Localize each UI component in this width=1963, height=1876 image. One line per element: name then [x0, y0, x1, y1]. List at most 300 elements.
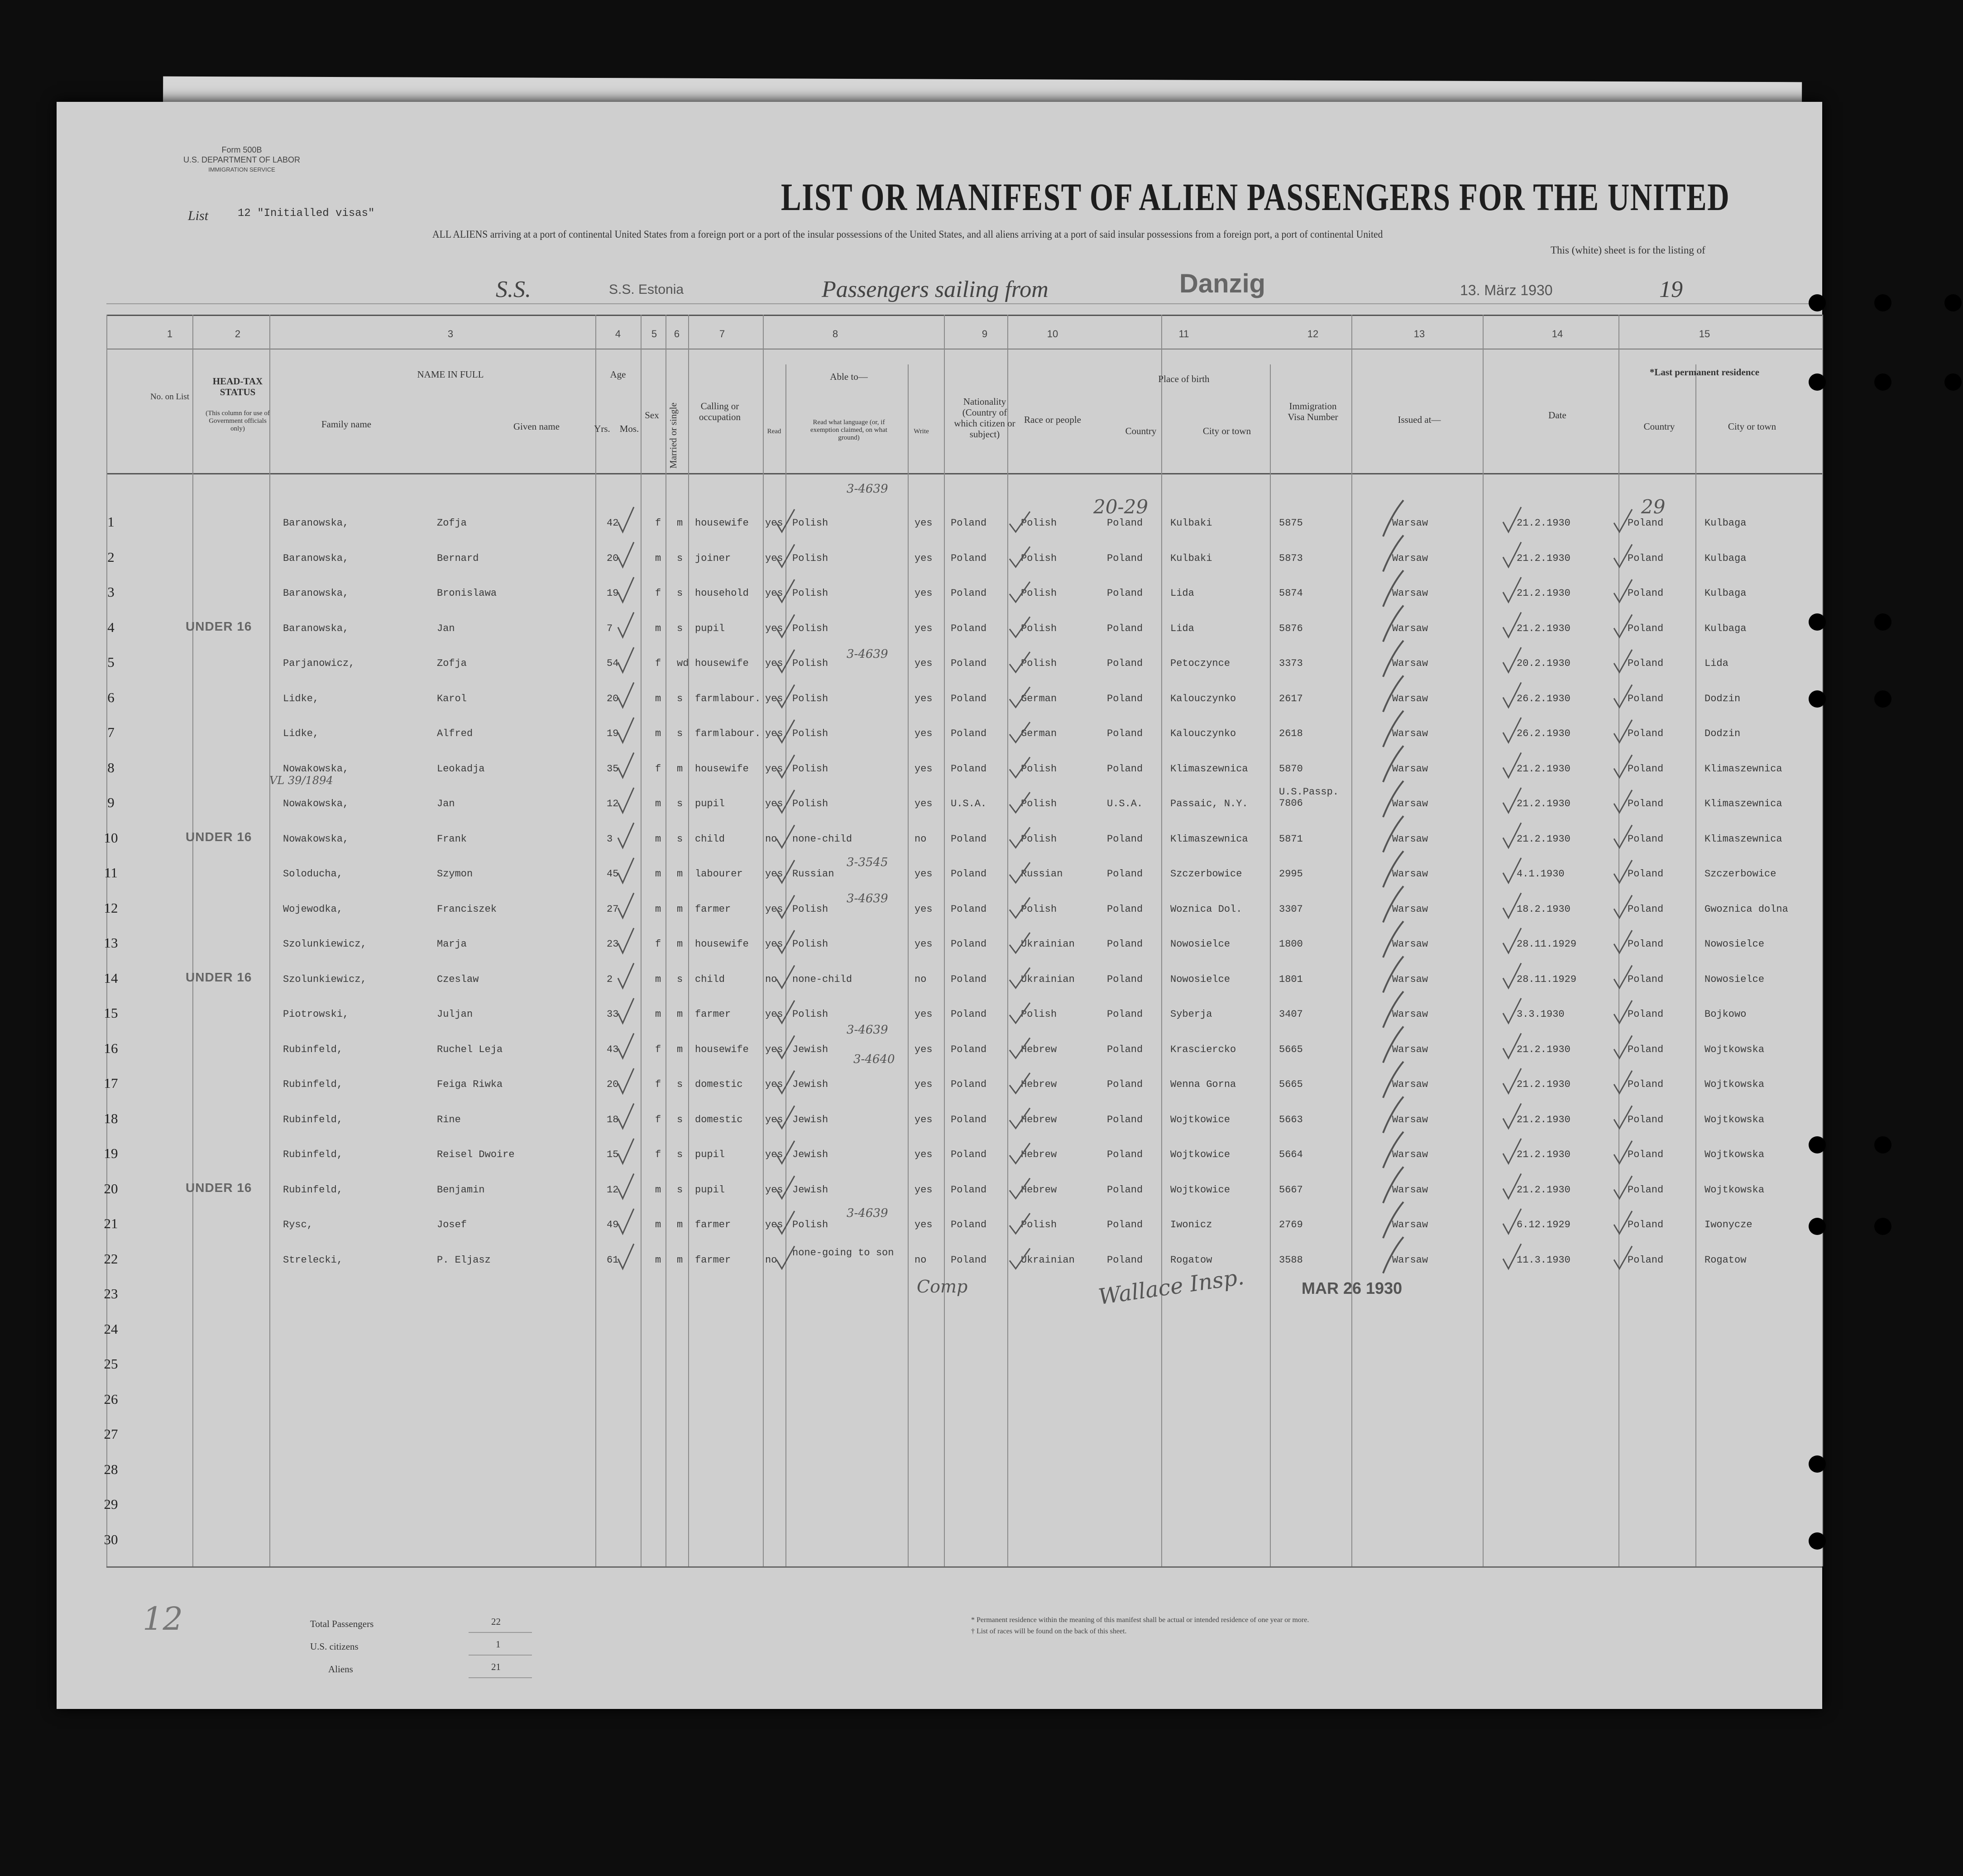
visa-number: 3588 [1279, 1254, 1303, 1266]
birth-city: Krasciercko [1170, 1043, 1236, 1055]
race: Polish [1021, 1219, 1057, 1230]
visa-date: 21.2.1930 [1517, 763, 1570, 775]
row-number: 29 [104, 1496, 118, 1512]
column-number: 4 [615, 328, 621, 340]
visa-number: 5665 [1279, 1043, 1303, 1055]
issued-at: Warsaw [1392, 763, 1428, 775]
column-rule [1618, 315, 1619, 1566]
can-write: yes [914, 622, 933, 634]
column-number: 9 [982, 328, 988, 340]
row-number: 23 [104, 1286, 118, 1302]
header-given-name: Given name [513, 421, 560, 432]
column-rule [1007, 315, 1008, 1566]
row-number: 24 [104, 1321, 118, 1337]
birth-country: Poland [1107, 517, 1143, 529]
column-number: 2 [235, 328, 241, 340]
occupation: domestic [695, 1079, 743, 1090]
row-number: 2 [107, 549, 115, 565]
column-number: 10 [1047, 328, 1058, 340]
age-check-mark [618, 507, 634, 532]
family-name: Rubinfeld, [283, 1079, 343, 1090]
nationality: Poland [951, 1009, 987, 1020]
visa-number: 1800 [1279, 938, 1303, 950]
residence-country: Poland [1628, 1219, 1664, 1230]
occupation: farmer [695, 903, 731, 915]
read-language: Jewish [792, 1149, 828, 1160]
can-write: yes [914, 1114, 933, 1125]
can-write: yes [914, 728, 933, 739]
can-read: yes [765, 1009, 783, 1020]
age-years: 23 [607, 938, 619, 950]
read-language: Polish [792, 903, 828, 915]
family-name: Rubinfeld, [283, 1184, 343, 1196]
birth-country: Poland [1107, 658, 1143, 669]
read-language: Polish [792, 552, 828, 564]
row-number: 14 [104, 970, 118, 986]
family-name: Baranowska, [283, 517, 349, 529]
visa-number: 3373 [1279, 658, 1303, 669]
passengers-sailing-label: Passengers sailing from [822, 277, 1049, 302]
visa-number: 5875 [1279, 517, 1303, 529]
sex: m [655, 903, 661, 915]
residence-city: Dodzin [1704, 693, 1741, 704]
given-name: Zofja [437, 658, 467, 669]
visa-number: U.S.Passp. 7806 [1279, 786, 1339, 809]
binder-hole [1809, 613, 1826, 631]
row-number: 11 [104, 865, 118, 881]
binder-hole [1874, 690, 1891, 708]
can-read: yes [765, 728, 783, 739]
visa-number: 5664 [1279, 1149, 1303, 1160]
race: Polish [1021, 903, 1057, 915]
age-years: 19 [607, 728, 619, 739]
row-number: 7 [107, 724, 115, 740]
age-check-mark [618, 718, 634, 742]
can-write: yes [914, 1009, 933, 1020]
can-read: yes [765, 693, 783, 704]
column-rule [1822, 315, 1823, 1566]
marital-status: m [677, 1254, 683, 1266]
family-name: Rubinfeld, [283, 1114, 343, 1125]
residence-country: Poland [1628, 1254, 1664, 1266]
row-number: 9 [107, 794, 115, 810]
race: Hebrew [1021, 1149, 1057, 1160]
residence-city: Kulbaga [1704, 517, 1747, 529]
given-name: Jan [437, 622, 455, 634]
given-name: Jan [437, 798, 455, 809]
list-label: List [188, 208, 209, 223]
binder-hole [1874, 373, 1891, 391]
family-name: Parjanowicz, [283, 658, 355, 669]
birth-city: Klimaszewnica [1170, 833, 1248, 845]
sex: m [655, 1184, 661, 1196]
sex: m [655, 1219, 661, 1230]
marital-status: s [677, 1184, 683, 1196]
row-number: 28 [104, 1461, 118, 1477]
family-name: Rubinfeld, [283, 1043, 343, 1055]
residence-country: Poland [1628, 1009, 1664, 1020]
binder-hole [1809, 690, 1826, 708]
marital-status: s [677, 973, 683, 985]
residence-country: Poland [1628, 1079, 1664, 1090]
issued-at: Warsaw [1392, 693, 1428, 704]
header-name-in-full: NAME IN FULL [417, 369, 484, 380]
department-name: U.S. DEPARTMENT OF LABOR [183, 155, 301, 164]
can-read: no [765, 833, 777, 845]
header-no-on-list: No. on List [150, 392, 190, 402]
race: Polish [1021, 833, 1057, 845]
nationality: Poland [951, 728, 987, 739]
row-number: 16 [104, 1040, 118, 1056]
age-check-mark [618, 788, 634, 813]
can-write: yes [914, 517, 933, 529]
residence-country: Poland [1628, 833, 1664, 845]
header-sex: Sex [645, 410, 659, 421]
birth-city: Wojtkowice [1170, 1149, 1230, 1160]
marital-status: s [677, 1149, 683, 1160]
nationality: Poland [951, 552, 987, 564]
nationality: Poland [951, 1043, 987, 1055]
issued-at: Warsaw [1392, 833, 1428, 845]
nationality: Poland [951, 1079, 987, 1090]
occupation: housewife [695, 1043, 749, 1055]
form-number: Form 500B [221, 145, 262, 154]
row-number: 4 [107, 619, 115, 635]
race: German [1021, 728, 1057, 739]
birth-country: Poland [1107, 1254, 1143, 1266]
residence-city: Wojtkowska [1704, 1114, 1765, 1125]
visa-date: 18.2.1930 [1517, 903, 1570, 915]
family-name: Lidke, [283, 728, 319, 739]
nationality: Poland [951, 868, 987, 880]
us-citizens-label: U.S. citizens [310, 1641, 359, 1652]
row-number: 30 [104, 1531, 118, 1547]
age-check-mark [618, 1244, 634, 1269]
manifest-page [57, 102, 1822, 1709]
age-years: 43 [607, 1043, 619, 1055]
race: Polish [1021, 798, 1057, 809]
issued-at: Warsaw [1392, 658, 1428, 669]
can-write: yes [914, 588, 933, 599]
race: German [1021, 693, 1057, 704]
issued-at: Warsaw [1392, 1079, 1428, 1090]
read-language: none-child [792, 833, 852, 845]
visa-date: 20.2.1930 [1517, 658, 1570, 669]
sex: m [655, 798, 661, 809]
column-number: 13 [1413, 328, 1425, 340]
age-check-mark [618, 893, 634, 918]
race: Hebrew [1021, 1079, 1057, 1090]
given-name: Frank [437, 833, 467, 845]
birth-city: Woznica Dol. [1170, 903, 1242, 915]
read-language: Jewish [792, 1114, 828, 1125]
sex: m [655, 1009, 661, 1020]
race: Hebrew [1021, 1184, 1057, 1196]
can-read: yes [765, 1079, 783, 1090]
visa-date: 4.1.1930 [1517, 868, 1565, 880]
header-married-or-single: Married or single [668, 402, 679, 469]
visa-date: 11.3.1930 [1517, 1254, 1570, 1266]
header-birth-country: Country [1125, 426, 1157, 436]
marital-status: m [677, 1043, 683, 1055]
family-name: Baranowska, [283, 552, 349, 564]
visa-date: 6.12.1929 [1517, 1219, 1570, 1230]
marital-status: m [677, 903, 683, 915]
race: Ukrainian [1021, 1254, 1075, 1266]
residence-city: Kulbaga [1704, 622, 1747, 634]
sex: f [655, 517, 661, 529]
can-write: yes [914, 693, 933, 704]
residence-city: Gwoznica dolna [1704, 903, 1788, 915]
marital-status: s [677, 1114, 683, 1125]
visa-date: 21.2.1930 [1517, 1043, 1570, 1055]
under-16-stamp: UNDER 16 [186, 829, 252, 844]
us-citizens-value: 1 [496, 1639, 501, 1650]
age-check-mark [618, 683, 634, 708]
residence-city: Wojtkowska [1704, 1043, 1765, 1055]
birth-city: Kalouczynko [1170, 728, 1236, 739]
marital-status: m [677, 1219, 683, 1230]
binder-hole [1874, 1136, 1891, 1153]
birth-city: Wojtkowice [1170, 1114, 1230, 1125]
marital-status: s [677, 622, 683, 634]
birth-country: Poland [1107, 622, 1143, 634]
family-name: Baranowska, [283, 588, 349, 599]
marital-status: s [677, 798, 683, 809]
residence-country: Poland [1628, 1043, 1664, 1055]
birth-city: Rogatow [1170, 1254, 1212, 1266]
race: Polish [1021, 1009, 1057, 1020]
column-rule [1483, 315, 1484, 1566]
birth-city: Passaic, N.Y. [1170, 798, 1248, 809]
page-title: LIST OR MANIFEST OF ALIEN PASSENGERS FOR THE UNITED [781, 175, 1730, 219]
age-years: 35 [607, 763, 619, 775]
birth-city: Lida [1170, 588, 1194, 599]
given-name: Karol [437, 693, 467, 704]
row-number: 25 [104, 1356, 118, 1372]
race: Ukrainian [1021, 938, 1075, 950]
age-check-mark [618, 1139, 634, 1163]
marital-status: s [677, 833, 683, 845]
age-years: 12 [607, 798, 619, 809]
sub-column-rule [1161, 364, 1162, 1566]
read-language: Russian [792, 868, 834, 880]
column-number: 12 [1307, 328, 1319, 340]
can-read: no [765, 1254, 777, 1266]
can-read: yes [765, 1043, 783, 1055]
age-years: 15 [607, 1149, 619, 1160]
residence-city: Klimaszewnica [1704, 833, 1782, 845]
family-name: Lidke, [283, 693, 319, 704]
family-name: Szolunkiewicz, [283, 973, 367, 985]
occupation: domestic [695, 1114, 743, 1125]
issued-at: Warsaw [1392, 552, 1428, 564]
given-name: Bronislawa [437, 588, 497, 599]
row-number: 5 [107, 654, 115, 670]
visa-number: 5876 [1279, 622, 1303, 634]
column-rule [595, 315, 596, 1566]
handwritten-comp-note: Comp [917, 1277, 968, 1297]
binder-hole [1944, 373, 1962, 391]
column-number: 14 [1551, 328, 1563, 340]
issued-at: Warsaw [1392, 1114, 1428, 1125]
residence-country: Poland [1628, 517, 1664, 529]
given-name: Benjamin [437, 1184, 485, 1196]
total-passengers-label: Total Passengers [310, 1618, 374, 1629]
header-head-tax: HEAD-TAX STATUS [212, 376, 263, 397]
race: Polish [1021, 622, 1057, 634]
visa-date: 3.3.1930 [1517, 1009, 1565, 1020]
given-name: Feiga Riwka [437, 1079, 503, 1090]
footnote-residence: * Permanent residence within the meaning of this manifest shall be actual or intended residence of one year or more. [971, 1616, 1309, 1624]
family-name: Nowakowska, [283, 833, 349, 845]
issued-at: Warsaw [1392, 1184, 1428, 1196]
read-language: Polish [792, 517, 828, 529]
nationality: Poland [951, 903, 987, 915]
birth-city: Klimaszewnica [1170, 763, 1248, 775]
binder-hole [1809, 1455, 1826, 1473]
header-birth-city: City or town [1202, 426, 1251, 436]
sex: f [655, 658, 661, 669]
birth-country: Poland [1107, 1219, 1143, 1230]
birth-city: Wenna Gorna [1170, 1079, 1236, 1090]
issued-at: Warsaw [1392, 622, 1428, 634]
row-number: 8 [107, 759, 115, 775]
header-able-to: Able to— [830, 371, 868, 382]
visa-date: 21.2.1930 [1517, 1079, 1570, 1090]
occupation: housewife [695, 763, 749, 775]
residence-city: Rogatow [1704, 1254, 1747, 1266]
occupation: pupil [695, 1184, 725, 1196]
given-name: Reisel Dwoire [437, 1149, 515, 1160]
birth-country: Poland [1107, 1043, 1143, 1055]
family-name: Soloducha, [283, 868, 343, 880]
visa-date: 21.2.1930 [1517, 552, 1570, 564]
can-read: yes [765, 1184, 783, 1196]
age-check-mark [618, 753, 634, 778]
can-read: no [765, 973, 777, 985]
occupation: pupil [695, 798, 725, 809]
occupation: joiner [695, 552, 731, 564]
column-number: 8 [832, 328, 838, 340]
column-rule [641, 315, 642, 1566]
visa-date: 21.2.1930 [1517, 517, 1570, 529]
visa-date: 21.2.1930 [1517, 588, 1570, 599]
list-number: 12 "Initialled visas" [238, 207, 375, 220]
age-check-mark [618, 858, 634, 883]
column-number: 15 [1699, 328, 1710, 340]
binder-hole [1809, 294, 1826, 311]
read-language: none-child [792, 973, 852, 985]
can-write: yes [914, 938, 933, 950]
row-number: 20 [104, 1180, 118, 1196]
race: Polish [1021, 658, 1057, 669]
nationality: Poland [951, 833, 987, 845]
age-check-mark [618, 647, 634, 672]
totals-rule-2 [469, 1655, 532, 1656]
can-read: yes [765, 588, 783, 599]
sex: m [655, 1254, 661, 1266]
can-write: no [914, 973, 927, 985]
visa-number: 2618 [1279, 728, 1303, 739]
occupation: child [695, 973, 725, 985]
binder-hole [1874, 294, 1891, 311]
residence-city: Nowosielce [1704, 938, 1765, 950]
issued-at: Warsaw [1392, 1149, 1428, 1160]
binder-hole [1874, 613, 1891, 631]
nationality: Poland [951, 693, 987, 704]
age-years: 7 [607, 622, 613, 634]
issued-at: Warsaw [1392, 1219, 1428, 1230]
visa-date: 21.2.1930 [1517, 622, 1570, 634]
header-issued-at: Issued at— [1398, 414, 1441, 425]
residence-city: Wojtkowska [1704, 1149, 1765, 1160]
birth-country: Poland [1107, 973, 1143, 985]
nationality: Poland [951, 1254, 987, 1266]
under-16-stamp: UNDER 16 [186, 1180, 252, 1195]
row-number: 17 [104, 1075, 118, 1091]
header-nationality: Nationality (Country of which citizen or subject) [954, 396, 1015, 440]
row-number: 27 [104, 1426, 118, 1442]
birth-country: Poland [1107, 552, 1143, 564]
occupation: pupil [695, 622, 725, 634]
race: Polish [1021, 517, 1057, 529]
can-write: yes [914, 658, 933, 669]
visa-number: 2769 [1279, 1219, 1303, 1230]
visa-date: 28.11.1929 [1517, 938, 1577, 950]
column-rule [763, 315, 764, 1566]
age-years: 33 [607, 1009, 619, 1020]
birth-country: Poland [1107, 1009, 1143, 1020]
family-name: Rubinfeld, [283, 1149, 343, 1160]
marital-status: m [677, 938, 683, 950]
header-bottom-rule [106, 473, 1822, 474]
occupation: labourer [695, 868, 743, 880]
ss-label: S.S. [496, 277, 531, 302]
handwritten-tally: 12 [143, 1600, 183, 1637]
residence-country: Poland [1628, 903, 1664, 915]
age-years: 42 [607, 517, 619, 529]
residence-city: Iwonycze [1704, 1219, 1752, 1230]
read-language: Polish [792, 1009, 828, 1020]
binder-hole [1809, 1532, 1826, 1550]
birth-city: Szczerbowice [1170, 868, 1242, 880]
handwritten-lang-note-5: 3-4639 [847, 647, 888, 661]
sex: f [655, 588, 661, 599]
can-read: yes [765, 1219, 783, 1230]
row-number: 3 [107, 584, 115, 600]
residence-country: Poland [1628, 938, 1664, 950]
header-age: Age [610, 369, 626, 380]
race: Russian [1021, 868, 1063, 880]
nationality: Poland [951, 622, 987, 634]
received-date-stamp: MAR 26 1930 [1302, 1279, 1403, 1297]
race: Polish [1021, 552, 1057, 564]
given-name: Bernard [437, 552, 479, 564]
age-check-mark [618, 542, 634, 567]
given-name: P. Eljasz [437, 1254, 491, 1266]
can-write: yes [914, 552, 933, 564]
given-name: Szymon [437, 868, 473, 880]
residence-country: Poland [1628, 693, 1664, 704]
visa-number: 3407 [1279, 1009, 1303, 1020]
marital-status: s [677, 552, 683, 564]
age-check-mark [618, 963, 634, 988]
marital-status: m [677, 868, 683, 880]
can-write: yes [914, 1043, 933, 1055]
occupation: pupil [695, 1149, 725, 1160]
marital-status: m [677, 1009, 683, 1020]
